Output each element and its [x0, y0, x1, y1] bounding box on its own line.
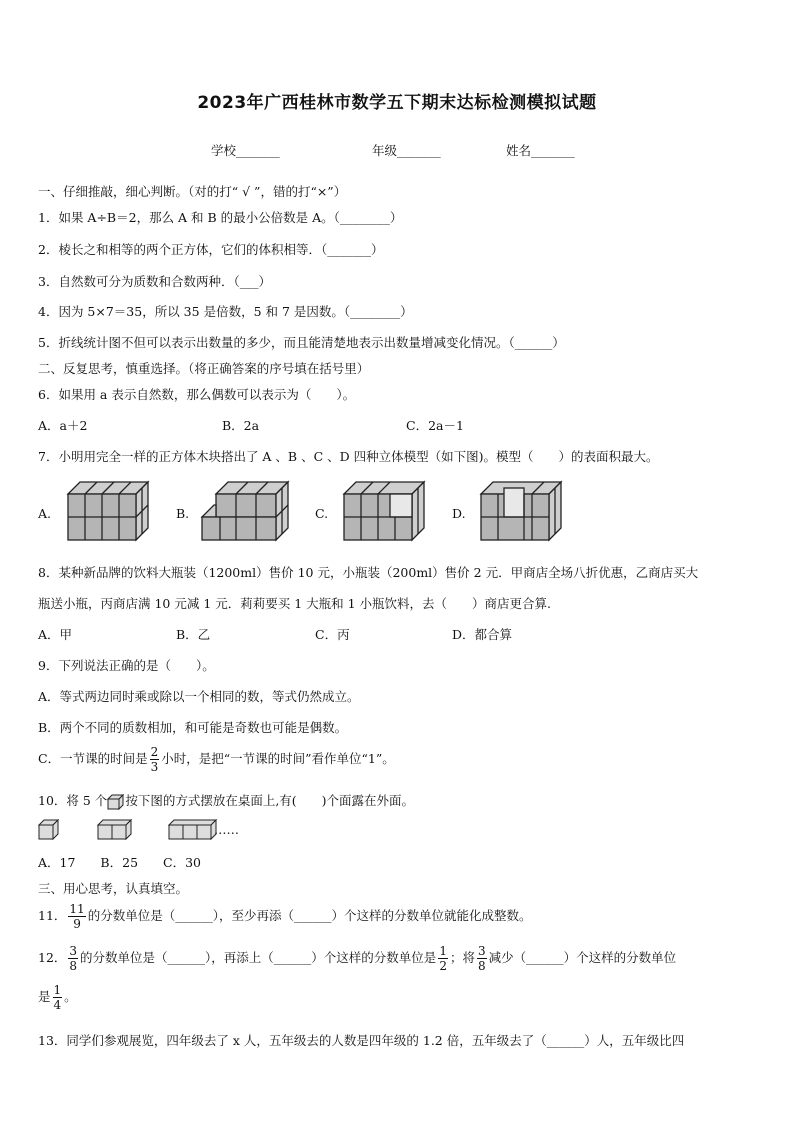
- question-1: 1．如果 A÷B＝2，那么 A 和 B 的最小公倍数是 A。（________）: [38, 210, 403, 225]
- cube-model-c: [338, 478, 430, 544]
- fraction: $\frac{1}{4}$: [53, 983, 62, 1012]
- name-field[interactable]: 姓名_______: [506, 143, 575, 158]
- question-12-line-1: 12． $\frac{3}{8}$ 的分数单位是（______），再添上（______）个这样的分数单位是 $\frac{1}{2}$ ；将 $\frac{3}{8}$ 减少（______）个这样的分数单位: [38, 944, 677, 973]
- q8-option-b: B．乙: [176, 627, 211, 642]
- q10-options: A．17 B．25 C．30: [38, 855, 201, 870]
- question-3: 3．自然数可分为质数和合数两种．（___）: [38, 274, 271, 289]
- q8-option-a: A．甲: [38, 627, 73, 642]
- cube-model-d: [475, 478, 567, 544]
- question-2: 2．棱长之和相等的两个正方体，它们的体积相等．（_______）: [38, 242, 384, 257]
- cube-model-b: [198, 478, 294, 544]
- q7-option-c: C.: [315, 506, 329, 521]
- grade-field[interactable]: 年级_______: [372, 143, 441, 158]
- question-10: 10．将 5 个 按下图的方式摆放在桌面上,有( )个面露在外面。: [38, 793, 415, 808]
- question-5: 5．折线统计图不但可以表示出数量的多少，而且能清楚地表示出数量增减变化情况。（______）: [38, 335, 565, 350]
- fraction: $\frac{2}{3}$: [150, 745, 159, 774]
- question-6: 6．如果用 a 表示自然数，那么偶数可以表示为（ ）。: [38, 387, 356, 402]
- fraction: $\frac{3}{8}$: [477, 944, 486, 973]
- q6-option-a: A．a＋2: [38, 418, 88, 433]
- question-8-line-1: 8．某种新品牌的饮料大瓶装（1200ml）售价 10 元，小瓶装（200ml）售价 2 元．甲商店全场八折优惠，乙商店买大: [38, 565, 699, 580]
- fraction: $\frac{11}{9}$: [69, 902, 85, 931]
- q6-option-b: B．2a: [222, 418, 260, 433]
- q9c-suffix: 小时，是把“一节课的时间”看作单位“1”。: [161, 751, 395, 766]
- question-9: 9．下列说法正确的是（ ）。: [38, 658, 215, 673]
- q7-option-b: B.: [176, 506, 190, 521]
- section-1-heading: 一、仔细推敲，细心判断。（对的打“ √ ”，错的打“×”）: [38, 184, 347, 199]
- cube-model-a: [62, 478, 154, 544]
- question-8-line-2: 瓶送小瓶，丙商店满 10 元减 1 元．莉莉要买 1 大瓶和 1 小瓶饮料，去（ ）商店更合算.: [38, 596, 552, 611]
- fraction: $\frac{1}{2}$: [439, 944, 447, 973]
- question-12-line-2: 是 $\frac{1}{4}$ 。: [38, 983, 77, 1012]
- q7-option-a: A.: [38, 506, 52, 521]
- q8-option-c: C．丙: [315, 627, 350, 642]
- cube-icon: [107, 794, 125, 810]
- ellipsis: ……: [214, 822, 239, 837]
- q9-option-c: [38, 745, 395, 774]
- q7-option-d: D.: [452, 506, 466, 521]
- section-3-heading: 三、用心思考，认真填空。: [38, 881, 189, 896]
- question-4: 4．因为 5×7＝35，所以 35 是倍数，5 和 7 是因数。（________）: [38, 304, 413, 319]
- section-2-heading: 二、反复思考，慎重选择。（将正确答案的序号填在括号里）: [38, 361, 370, 376]
- q8-option-d: D．都合算: [452, 627, 513, 642]
- q9-option-a: A．等式两边同时乘或除以一个相同的数，等式仍然成立。: [38, 689, 360, 704]
- fraction: $\frac{3}{8}$: [69, 944, 78, 973]
- page-title: 2023年广西桂林市数学五下期末达标检测模拟试题: [197, 93, 597, 113]
- question-7: 7．小明用完全一样的正方体木块搭出了 A 、B 、C 、D 四种立体模型（如下图)。模型（ ）的表面积最大。: [38, 449, 659, 464]
- q9-option-b: B．两个不同的质数相加，和可能是奇数也可能是偶数。: [38, 720, 348, 735]
- question-11: 11． $\frac{11}{9}$ 的分数单位是（______），至少再添（______）个这样的分数单位就能化成整数。: [38, 902, 532, 931]
- q6-option-c: C．2a－1: [406, 418, 464, 433]
- question-13: 13．同学们参观展览，四年级去了 x 人，五年级去的人数是四年级的 1.2 倍，五年级去了（______）人，五年级比四: [38, 1033, 685, 1048]
- school-field[interactable]: 学校_______: [211, 143, 280, 158]
- q9c-prefix: C．一节课的时间是: [38, 751, 148, 766]
